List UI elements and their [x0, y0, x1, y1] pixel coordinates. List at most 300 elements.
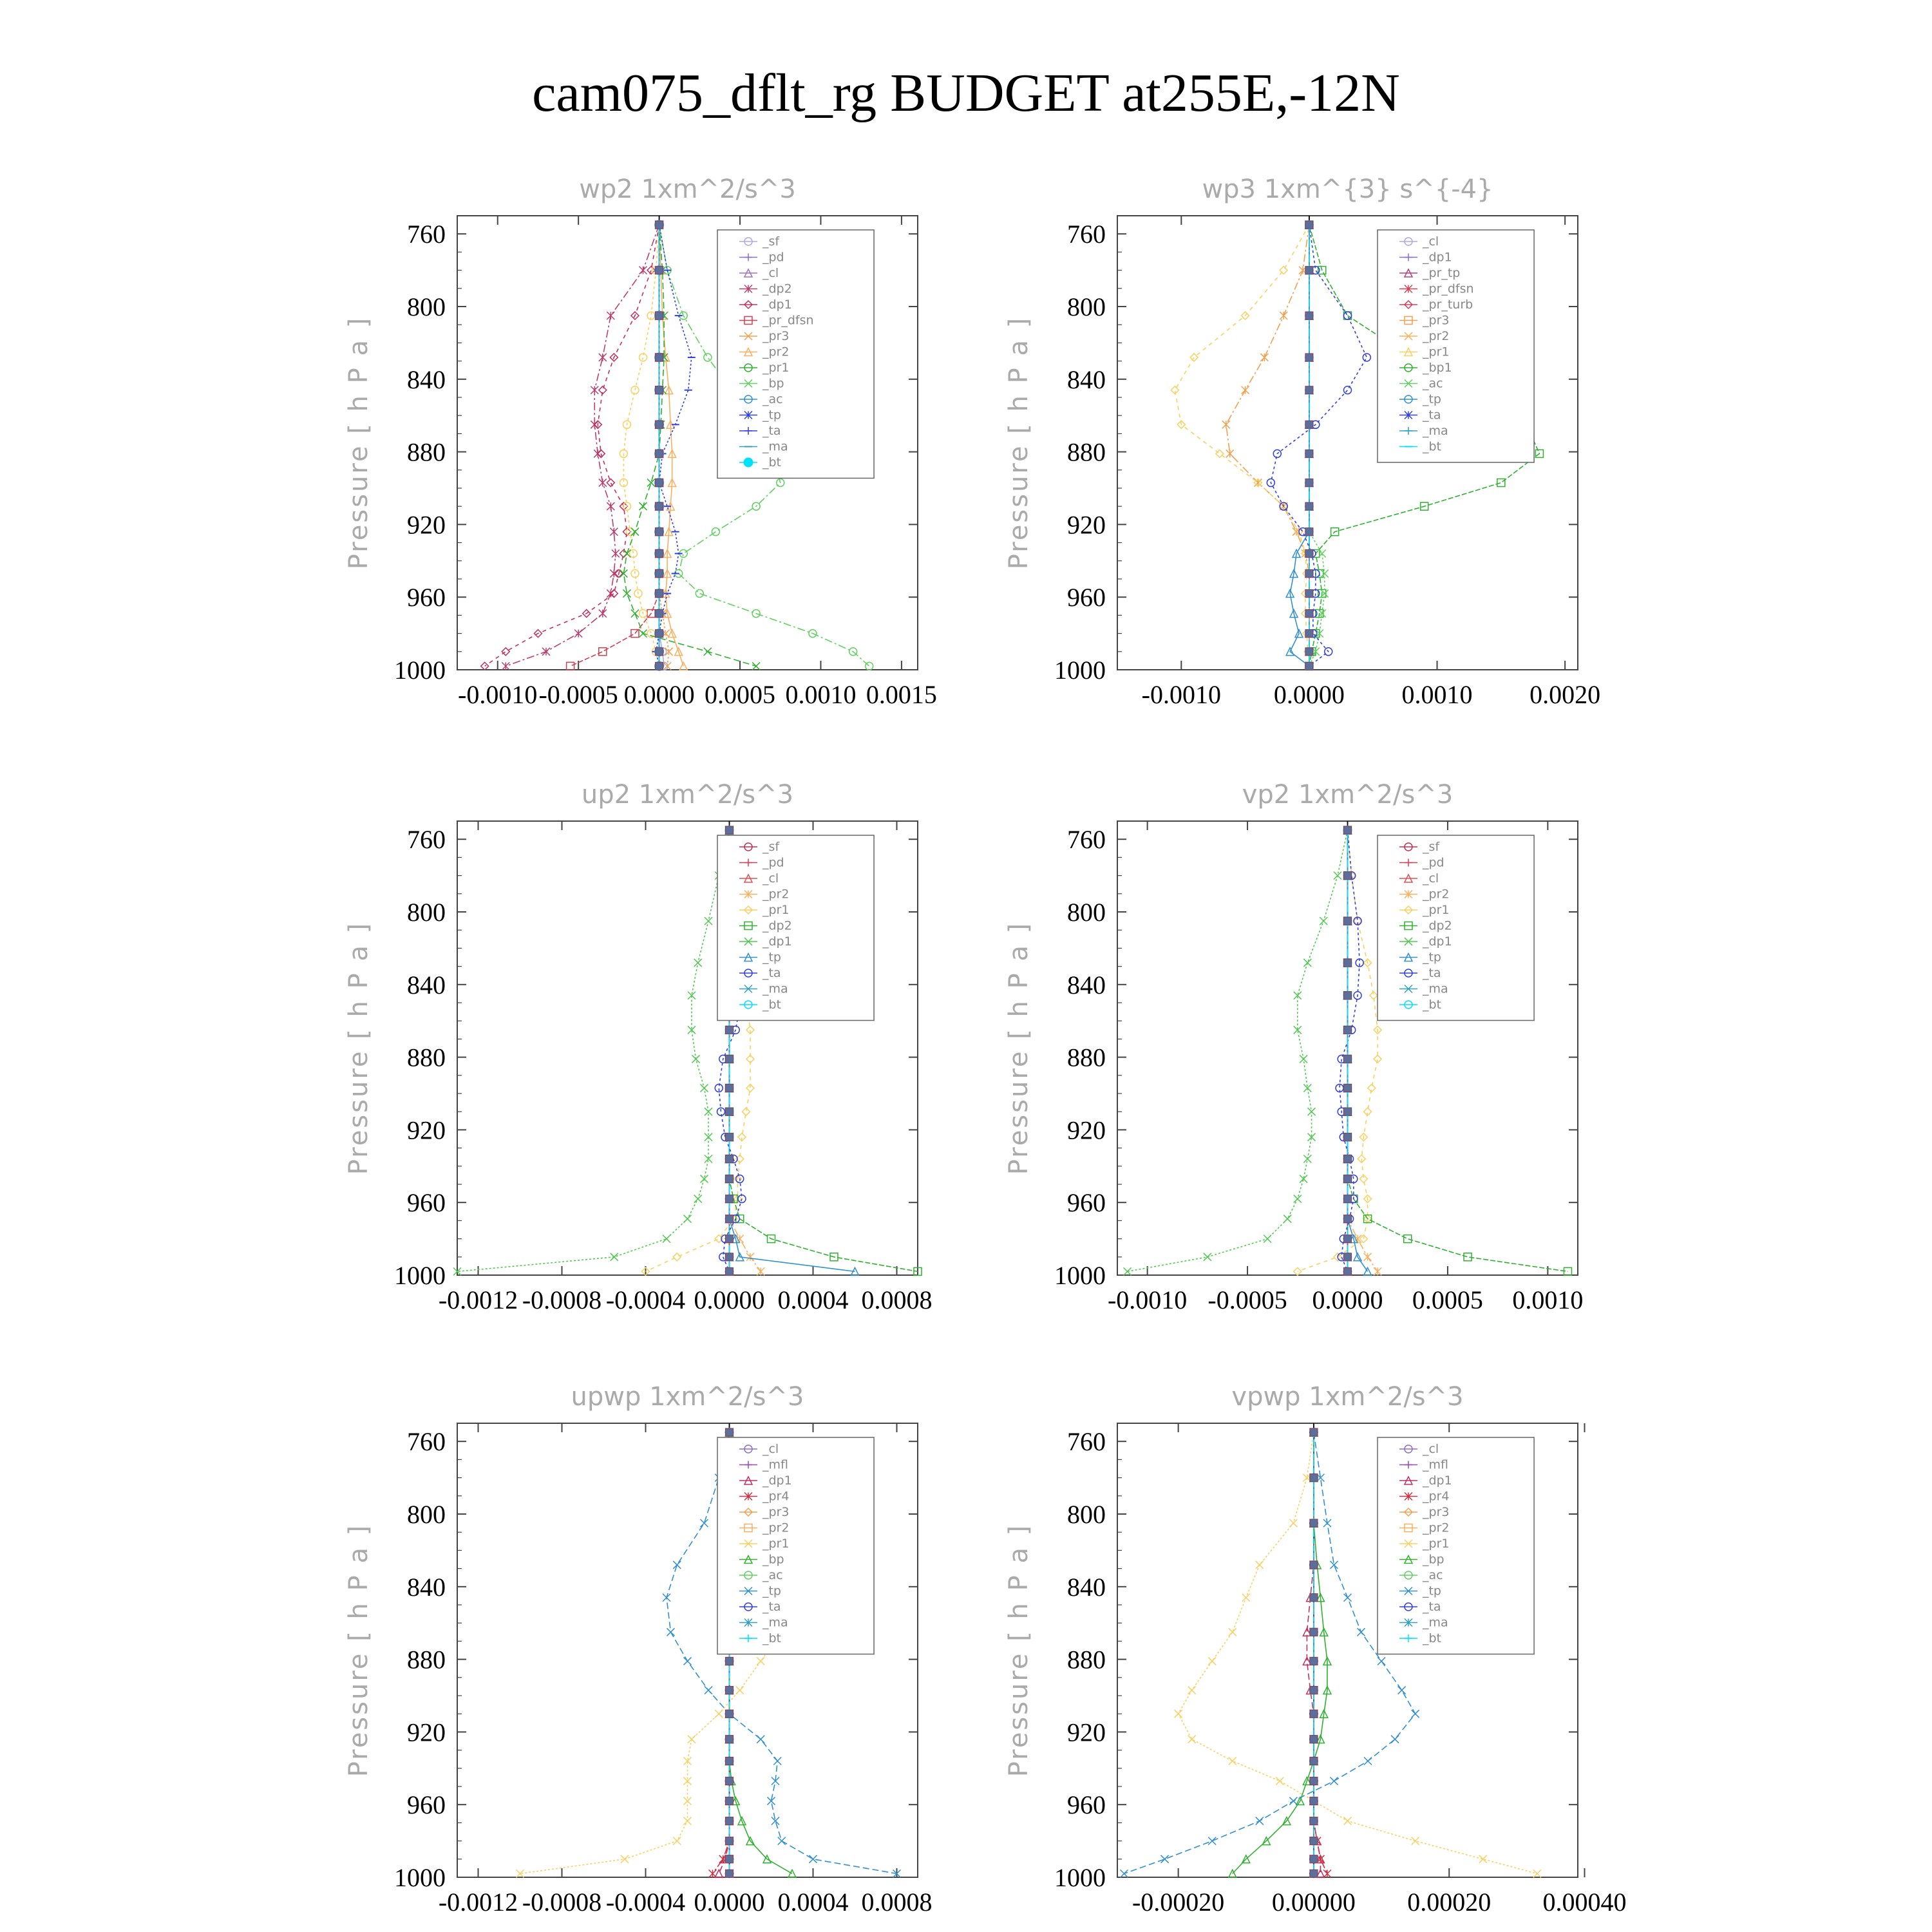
legend-label: _cl — [1422, 1442, 1439, 1456]
legend-label: _dp2 — [1422, 918, 1452, 933]
data-point — [709, 1870, 717, 1877]
legend-label: _bp — [1422, 1552, 1444, 1567]
data-point — [1242, 386, 1249, 394]
data-point — [1344, 872, 1352, 880]
legend-label: _bt — [762, 1631, 781, 1645]
data-point — [1289, 1797, 1297, 1805]
x-tick-label: 0.0000 — [1273, 680, 1345, 709]
data-point — [639, 267, 647, 274]
data-point — [726, 1215, 734, 1223]
data-point — [673, 1561, 681, 1569]
data-point — [656, 590, 663, 598]
data-point — [1280, 312, 1287, 319]
x-tick-label: 0.00020 — [1407, 1888, 1492, 1917]
data-point — [542, 648, 550, 656]
data-point — [1310, 1561, 1318, 1569]
data-point — [726, 1797, 734, 1805]
legend-label: _pd — [1422, 855, 1444, 870]
legend-label: _pr4 — [762, 1489, 790, 1504]
data-point — [1305, 570, 1313, 578]
data-point — [726, 1155, 734, 1163]
data-point — [1404, 1235, 1412, 1243]
x-tick-label: 0.0020 — [1530, 680, 1601, 709]
data-point — [694, 959, 702, 967]
y-axis-label: Pressure [ h P a ] — [1004, 921, 1034, 1175]
data-point — [599, 479, 607, 487]
legend-label: _cl — [762, 266, 779, 280]
data-point — [701, 1519, 708, 1527]
data-point — [591, 386, 598, 394]
y-tick-label: 760 — [407, 220, 446, 249]
data-point — [726, 1870, 734, 1877]
legend-label: _pr1 — [762, 1537, 790, 1551]
y-tick-label: 840 — [407, 970, 446, 999]
y-tick-label: 880 — [1067, 1043, 1106, 1072]
data-point — [726, 1687, 734, 1694]
panel-title: upwp 1xm^2/s^3 — [571, 1382, 804, 1412]
data-point — [1305, 630, 1313, 638]
y-tick-label: 760 — [1067, 1427, 1106, 1457]
data-point — [1264, 1235, 1271, 1243]
legend-label: _bt — [1422, 998, 1441, 1012]
y-tick-label: 880 — [407, 1645, 446, 1674]
data-point — [1305, 221, 1313, 229]
data-point — [726, 1657, 734, 1665]
y-tick-label: 880 — [407, 437, 446, 467]
legend-label: _ta — [1422, 408, 1441, 422]
panel-title: up2 1xm^2/s^3 — [581, 780, 794, 810]
x-tick-label: 0.0004 — [777, 1285, 849, 1314]
data-point — [663, 1594, 670, 1602]
data-point — [1305, 450, 1313, 457]
y-tick-label: 840 — [407, 1572, 446, 1602]
series-line-ac — [1309, 225, 1325, 666]
data-point — [599, 354, 607, 361]
legend — [717, 1437, 874, 1654]
legend-label: _ma — [1422, 424, 1448, 438]
data-point — [1412, 1837, 1419, 1845]
data-point — [705, 1687, 712, 1694]
x-tick-label: -0.0008 — [522, 1888, 602, 1917]
data-point — [1310, 1594, 1318, 1602]
y-tick-label: 1000 — [394, 1863, 446, 1892]
data-point — [1208, 1657, 1216, 1665]
legend — [717, 835, 874, 1021]
data-point — [1344, 1267, 1352, 1275]
data-point — [1323, 1870, 1331, 1877]
data-point — [726, 1084, 734, 1092]
data-point — [1310, 1687, 1318, 1694]
data-point — [705, 1155, 712, 1163]
y-tick-label: 920 — [407, 1115, 446, 1145]
data-point — [757, 1267, 764, 1275]
legend-label: _ta — [1422, 1600, 1441, 1614]
panel-5 — [344, 1382, 933, 1917]
data-point — [567, 662, 574, 670]
data-point — [1344, 1108, 1352, 1115]
data-point — [726, 1253, 734, 1261]
data-point — [502, 648, 509, 656]
data-point — [1344, 1026, 1352, 1034]
x-tick-label: 0.0008 — [861, 1888, 933, 1917]
legend-label: _pr_dfsn — [1422, 281, 1474, 296]
data-point — [692, 1055, 700, 1063]
data-point — [726, 1133, 734, 1141]
legend-label: _ta — [762, 1600, 781, 1614]
data-point — [1344, 826, 1352, 834]
data-point — [610, 528, 618, 536]
y-tick-label: 880 — [407, 1043, 446, 1072]
data-point — [1294, 1195, 1302, 1203]
legend-label: _mfl — [1422, 1457, 1448, 1472]
data-point — [726, 1175, 734, 1183]
x-tick-label: 0.0015 — [866, 680, 937, 709]
data-point — [1229, 1628, 1236, 1636]
series-line-ta — [1340, 830, 1359, 1271]
data-point — [1533, 1870, 1541, 1877]
data-point — [752, 662, 760, 670]
series-line-tp — [1124, 1432, 1416, 1873]
x-tick-label: -0.0012 — [438, 1888, 518, 1917]
legend-label: _pr1 — [1422, 1537, 1450, 1551]
data-point — [673, 1837, 681, 1845]
data-point — [1276, 1777, 1283, 1785]
legend-label: _pr_tp — [1422, 266, 1461, 280]
data-point — [726, 826, 734, 834]
data-point — [1344, 1235, 1352, 1243]
legend-box — [717, 230, 874, 478]
data-point — [1479, 1855, 1487, 1863]
legend-label: _pr_turb — [1422, 298, 1473, 312]
legend-label: _pr1 — [1422, 903, 1450, 917]
legend-label: _dp1 — [1422, 250, 1452, 265]
y-tick-label: 960 — [1067, 1188, 1106, 1218]
legend-label: _pr1 — [762, 361, 790, 375]
legend-label: _pr2 — [1422, 1520, 1450, 1535]
y-tick-label: 800 — [407, 292, 446, 321]
data-point — [726, 1267, 734, 1275]
legend-label: _pr2 — [1422, 887, 1450, 902]
legend-label: _tp — [762, 408, 781, 422]
x-tick-label: 0.0010 — [785, 680, 857, 709]
data-point — [656, 221, 663, 229]
y-tick-label: 840 — [1067, 1572, 1106, 1602]
y-tick-label: 920 — [407, 510, 446, 540]
data-point — [1330, 1777, 1338, 1785]
data-point — [1310, 1710, 1318, 1718]
y-tick-label: 960 — [1067, 583, 1106, 612]
data-point — [1310, 1817, 1318, 1825]
panel-title: vpwp 1xm^2/s^3 — [1231, 1382, 1464, 1412]
x-tick-label: 0.0000 — [1312, 1285, 1383, 1314]
x-tick-label: 0.00000 — [1271, 1888, 1356, 1917]
data-point — [1344, 1253, 1352, 1261]
data-point — [607, 502, 614, 510]
x-tick-label: -0.0004 — [605, 1888, 686, 1917]
data-point — [656, 354, 663, 361]
data-point — [726, 1055, 734, 1063]
data-point — [656, 267, 663, 274]
data-point — [688, 1736, 696, 1743]
data-point — [656, 528, 663, 536]
legend — [717, 230, 874, 478]
legend-label: _pd — [762, 250, 784, 265]
data-point — [1305, 528, 1313, 536]
legend-label: _dp1 — [762, 298, 792, 312]
series-line-pr3 — [659, 225, 669, 666]
data-point — [611, 1253, 618, 1261]
data-point — [1305, 479, 1313, 487]
legend-box — [1378, 1437, 1534, 1654]
legend-label: _sf — [1422, 840, 1440, 854]
data-point — [656, 550, 663, 558]
data-point — [1344, 1195, 1352, 1203]
panel-6 — [1004, 1382, 1627, 1917]
y-tick-label: 760 — [1067, 825, 1106, 855]
legend-box — [717, 1437, 874, 1654]
legend-label: _pr4 — [1422, 1489, 1450, 1504]
series-line-dp1 — [1128, 830, 1348, 1271]
y-tick-label: 760 — [1067, 220, 1106, 249]
data-point — [656, 450, 663, 457]
data-point — [1175, 1710, 1182, 1718]
data-point — [726, 1855, 734, 1863]
x-tick-label: 0.0008 — [861, 1285, 933, 1314]
data-point — [1497, 479, 1505, 487]
y-tick-label: 760 — [407, 825, 446, 855]
data-point — [684, 1215, 692, 1223]
y-axis-label: Pressure [ h P a ] — [1004, 1523, 1034, 1777]
data-point — [656, 630, 663, 638]
data-point — [1310, 1657, 1318, 1665]
legend — [1378, 1437, 1534, 1654]
data-point — [726, 1108, 734, 1115]
legend-label: _pr2 — [1422, 329, 1450, 343]
legend-label: _pr2 — [762, 887, 790, 902]
x-tick-label: -0.0008 — [522, 1285, 602, 1314]
y-tick-label: 840 — [1067, 365, 1106, 394]
data-point — [768, 1797, 775, 1805]
series-line-pr1 — [1298, 830, 1378, 1271]
data-point — [704, 354, 712, 361]
data-point — [1344, 1155, 1352, 1163]
data-point — [726, 1837, 734, 1845]
y-tick-label: 800 — [1067, 1500, 1106, 1529]
data-point — [1344, 959, 1352, 967]
panel-4 — [1004, 780, 1583, 1314]
data-point — [757, 1736, 764, 1743]
data-point — [1378, 1657, 1385, 1665]
legend-label: _tp — [762, 1584, 781, 1598]
y-tick-label: 1000 — [1054, 1261, 1106, 1290]
legend-label: _tp — [1422, 392, 1441, 406]
legend-label: _pr3 — [1422, 313, 1450, 328]
data-point — [1310, 1870, 1318, 1877]
data-point — [726, 1026, 734, 1034]
figure-title: cam075_dflt_rg BUDGET at255E,-12N — [532, 63, 1400, 123]
data-point — [773, 1757, 781, 1765]
data-point — [1310, 1855, 1318, 1863]
data-point — [715, 1710, 723, 1718]
data-point — [778, 1837, 786, 1845]
x-tick-label: -0.0010 — [1141, 680, 1221, 709]
data-point — [726, 1710, 734, 1718]
legend-label: _ac — [1422, 376, 1443, 391]
legend-label: _dp1 — [762, 934, 792, 949]
data-point — [726, 1428, 734, 1436]
y-tick-label: 1000 — [394, 1261, 446, 1290]
legend-label: _ta — [1422, 966, 1441, 980]
y-tick-label: 800 — [407, 1500, 446, 1529]
legend-label: _sf — [762, 234, 780, 249]
x-tick-label: -0.00020 — [1132, 1888, 1225, 1917]
legend-label: _pr1 — [1422, 345, 1450, 359]
data-point — [1305, 610, 1313, 618]
legend-label: _pr2 — [762, 1520, 790, 1535]
data-point — [704, 648, 712, 656]
legend-label: _pr_dfsn — [762, 313, 814, 328]
legend-label: _pr3 — [762, 1505, 790, 1519]
legend-label: _cl — [1422, 234, 1439, 249]
panel-1 — [344, 175, 937, 709]
data-point — [656, 662, 663, 670]
x-tick-label: 0.00040 — [1542, 1888, 1627, 1917]
y-tick-label: 800 — [1067, 292, 1106, 321]
series-line-dp1 — [485, 225, 659, 666]
series-line-pr2 — [1348, 830, 1378, 1271]
data-point — [1305, 421, 1313, 428]
series-line-ta — [1271, 225, 1367, 666]
legend-label: _bp — [762, 1552, 784, 1567]
data-point — [1310, 1428, 1318, 1436]
data-point — [726, 1195, 734, 1203]
legend-label: _bp1 — [1422, 361, 1452, 375]
panel-2 — [1004, 175, 1600, 709]
x-tick-label: 0.0000 — [694, 1285, 765, 1314]
data-point — [1289, 1519, 1297, 1527]
legend-label: _pr3 — [1422, 1505, 1450, 1519]
y-tick-label: 960 — [407, 1790, 446, 1820]
legend-label: _bt — [762, 455, 781, 469]
y-tick-label: 800 — [407, 898, 446, 927]
x-tick-label: 0.0000 — [694, 1888, 765, 1917]
series-line-dp1 — [457, 830, 730, 1271]
data-point — [1344, 1084, 1352, 1092]
data-point — [1305, 662, 1313, 670]
data-point — [1344, 1215, 1352, 1223]
legend-label: _dp1 — [762, 1473, 792, 1488]
data-point — [1398, 1687, 1406, 1694]
y-axis-label: Pressure [ h P a ] — [344, 316, 374, 570]
data-point — [1391, 1736, 1399, 1743]
series-line-pr2 — [659, 225, 684, 666]
legend-label: _pr2 — [762, 345, 790, 359]
legend-label: _ma — [762, 1615, 788, 1630]
y-tick-label: 960 — [407, 583, 446, 612]
data-point — [639, 502, 647, 510]
data-point — [726, 1817, 734, 1825]
y-tick-label: 1000 — [1054, 1863, 1106, 1892]
data-point — [1310, 1519, 1318, 1527]
data-point — [1226, 450, 1234, 457]
legend-label: _bp — [762, 376, 784, 391]
x-tick-label: -0.0010 — [458, 680, 538, 709]
y-tick-label: 920 — [1067, 1718, 1106, 1747]
data-point — [1344, 386, 1352, 394]
data-point — [1310, 1797, 1318, 1805]
series-line-dp2 — [506, 225, 659, 666]
data-point — [1374, 1267, 1381, 1275]
data-point — [1412, 1710, 1419, 1718]
data-point — [684, 1657, 692, 1665]
legend-marker — [744, 458, 753, 467]
data-point — [1121, 1870, 1128, 1877]
data-point — [1305, 648, 1313, 656]
data-point — [736, 1687, 744, 1694]
data-point — [502, 662, 509, 670]
series-line-tp — [1290, 225, 1309, 666]
data-point — [673, 1253, 681, 1261]
data-point — [656, 421, 663, 428]
legend-label: _pd — [762, 855, 784, 870]
y-axis-label: Pressure [ h P a ] — [344, 1523, 374, 1777]
data-point — [1305, 386, 1313, 394]
data-point — [1334, 872, 1341, 880]
data-point — [1305, 550, 1313, 558]
x-tick-label: 0.0005 — [1412, 1285, 1483, 1314]
data-point — [726, 1736, 734, 1743]
x-tick-label: -0.0005 — [538, 680, 618, 709]
data-point — [701, 1175, 708, 1183]
x-tick-label: -0.0004 — [605, 1285, 686, 1314]
series-line-pr_dfsn — [571, 225, 659, 666]
panel-title: wp3 1xm^{3} s^{-4} — [1202, 175, 1493, 204]
data-point — [1310, 1837, 1318, 1845]
data-point — [746, 1253, 754, 1261]
data-point — [715, 1870, 723, 1877]
data-point — [1303, 959, 1311, 967]
data-point — [1283, 1215, 1291, 1223]
data-point — [1305, 312, 1313, 319]
x-tick-label: 0.0010 — [1512, 1285, 1584, 1314]
y-tick-label: 880 — [1067, 437, 1106, 467]
data-point — [1256, 1817, 1264, 1825]
data-point — [1374, 1055, 1381, 1063]
legend-label: _ma — [1422, 981, 1448, 996]
data-point — [599, 610, 607, 618]
data-point — [656, 648, 663, 656]
legend-label: _cl — [1422, 871, 1439, 886]
data-point — [656, 610, 663, 618]
data-point — [1188, 1687, 1196, 1694]
data-point — [1305, 354, 1313, 361]
data-point — [1310, 1474, 1318, 1482]
data-point — [1222, 421, 1230, 428]
data-point — [772, 1817, 779, 1825]
data-point — [1344, 1055, 1352, 1063]
data-point — [1344, 1817, 1352, 1825]
x-tick-label: -0.0005 — [1208, 1285, 1287, 1314]
y-tick-label: 880 — [1067, 1645, 1106, 1674]
data-point — [1310, 1628, 1318, 1636]
data-point — [1161, 1855, 1169, 1863]
panels — [344, 175, 1627, 1917]
legend-label: _ac — [762, 1568, 783, 1582]
data-point — [656, 386, 663, 394]
y-tick-label: 840 — [407, 365, 446, 394]
data-point — [1310, 1736, 1318, 1743]
data-point — [639, 630, 647, 638]
